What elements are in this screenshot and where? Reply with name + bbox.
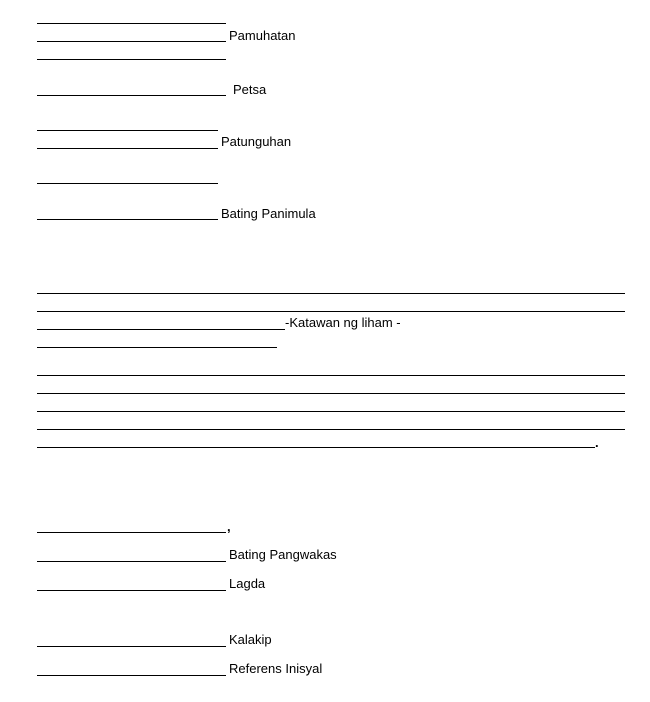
label-patunguhan: Patunguhan bbox=[221, 134, 292, 149]
blank-line bbox=[37, 219, 218, 220]
label-referens-inisyal: Referens Inisyal bbox=[229, 661, 323, 676]
blank-line bbox=[37, 59, 226, 60]
blank-line bbox=[37, 646, 226, 647]
body-line bbox=[37, 293, 625, 294]
body-line bbox=[37, 329, 285, 330]
body-line bbox=[37, 447, 595, 448]
body-line bbox=[37, 347, 277, 348]
label-katawan: -Katawan ng liham - bbox=[285, 315, 401, 330]
blank-line bbox=[37, 148, 218, 149]
label-petsa: Petsa bbox=[233, 82, 267, 97]
label-bating-panimula: Bating Panimula bbox=[221, 206, 316, 221]
blank-line bbox=[37, 23, 226, 24]
blank-line bbox=[37, 183, 218, 184]
label-lagda: Lagda bbox=[229, 576, 266, 591]
blank-line bbox=[37, 41, 226, 42]
body-line bbox=[37, 393, 625, 394]
period: . bbox=[595, 435, 599, 450]
label-pamuhatan: Pamuhatan bbox=[229, 28, 296, 43]
blank-line bbox=[37, 532, 226, 533]
comma: , bbox=[227, 519, 231, 534]
blank-line bbox=[37, 590, 226, 591]
blank-line bbox=[37, 675, 226, 676]
body-line bbox=[37, 411, 625, 412]
body-line bbox=[37, 429, 625, 430]
blank-line bbox=[37, 95, 226, 96]
label-kalakip: Kalakip bbox=[229, 632, 272, 647]
label-bating-pangwakas: Bating Pangwakas bbox=[229, 547, 337, 562]
blank-line bbox=[37, 561, 226, 562]
body-line bbox=[37, 311, 625, 312]
body-line bbox=[37, 375, 625, 376]
blank-line bbox=[37, 130, 218, 131]
